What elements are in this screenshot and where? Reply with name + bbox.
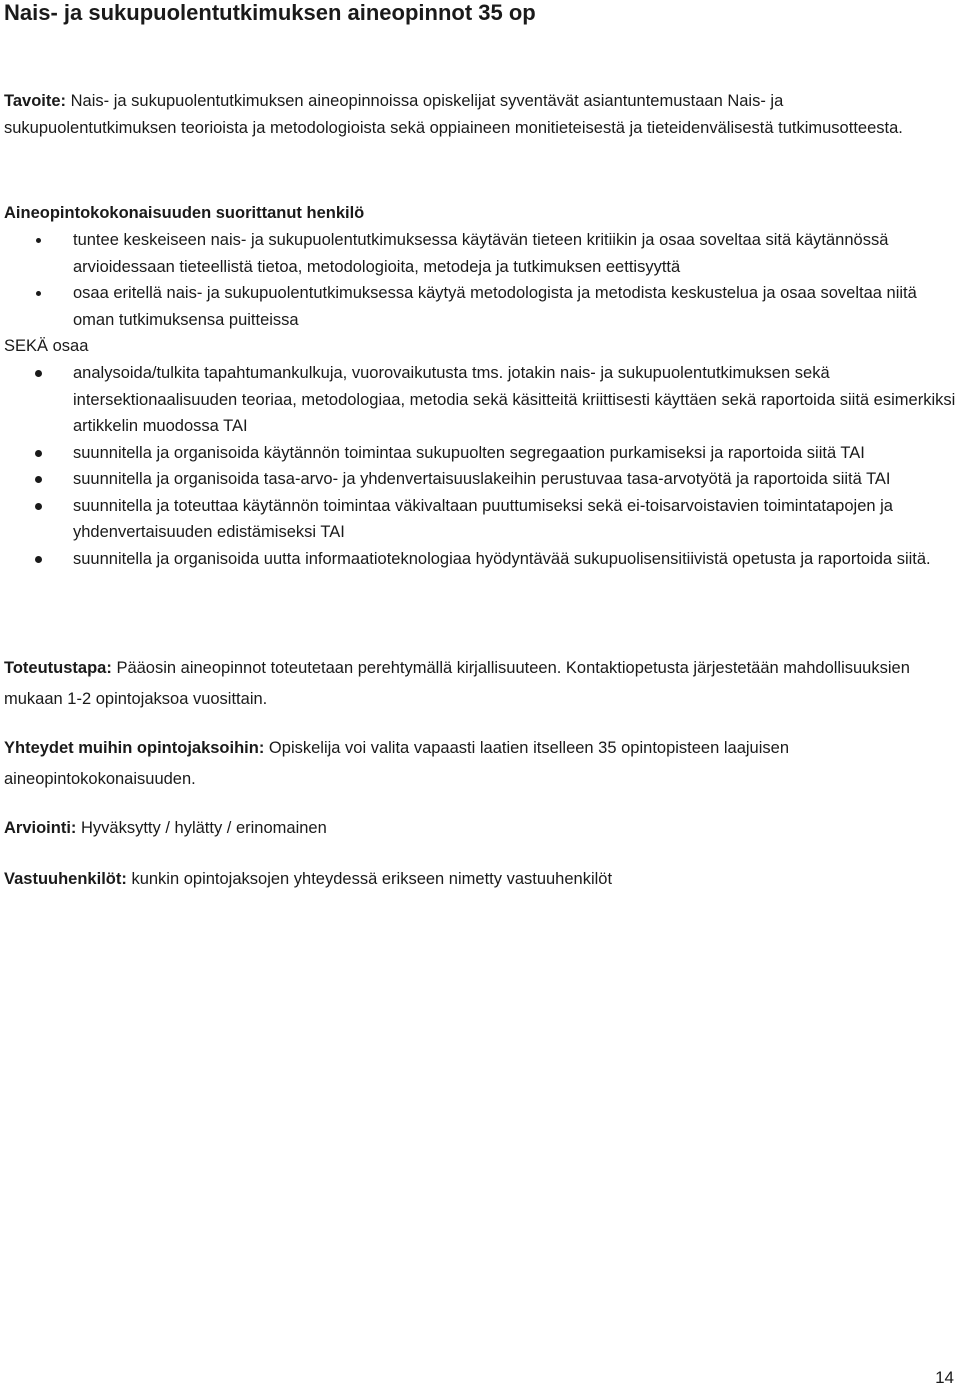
list-item-text: suunnitella ja organisoida uutta informaatioteknologiaa hyödyntävää sukupuolisensitiivistä opetusta ja raportoida siitä. xyxy=(73,549,931,568)
vastuuhenkilot-text: kunkin opintojaksojen yhteydessä erikseen nimetty vastuuhenkilöt xyxy=(126,870,613,888)
list-item-text: suunnitella ja organisoida käytännön toimintaa sukupuolten segregaation purkamiseksi ja raportoida siitä TAI xyxy=(73,443,865,462)
arviointi-label: Arviointi: xyxy=(4,819,77,837)
bullet-icon xyxy=(35,503,42,510)
bullet-icon xyxy=(35,556,42,563)
tavoite-text: Nais- ja sukupuolentutkimuksen aineopinnoissa opiskelijat syventävät asiantuntemustaan Nais- ja sukupuolentutkimuksen teorioista ja metodologioista sekä oppiaineen monitieteisestä ja tieteidenvälisestä tutkimusotteesta. xyxy=(4,92,903,137)
yhteydet-paragraph xyxy=(4,733,956,795)
list-item xyxy=(0,360,960,440)
toteutustapa-paragraph xyxy=(4,653,956,715)
list-item xyxy=(0,280,960,333)
arviointi-text: Hyväksytty / hylätty / erinomainen xyxy=(76,819,327,837)
page-title: Nais- ja sukupuolentutkimuksen aineopinnot 35 op xyxy=(4,0,536,25)
page-number: 14 xyxy=(935,1368,954,1387)
vastuuhenkilot-label: Vastuuhenkilöt: xyxy=(4,870,127,888)
list-item xyxy=(0,493,960,546)
vastuuhenkilot-paragraph xyxy=(4,866,956,893)
competence-list xyxy=(0,227,960,333)
list-item-text: osaa eritellä nais- ja sukupuolentutkimuksessa käytyä metodologista ja metodista keskustelua ja osaa soveltaa niitä oman tutkimuksensa puitteissa xyxy=(73,284,917,329)
list-item-text: suunnitella ja toteuttaa käytännön toimintaa väkivaltaan puuttumiseksi sekä ei-toisarvoistavien toimintatapojen ja yhdenvertaisuuden edistämiseksi TAI xyxy=(73,496,893,541)
bullet-icon xyxy=(35,476,42,483)
list-item xyxy=(0,546,960,573)
bullet-icon xyxy=(36,238,41,243)
competence-heading: Aineopintokokonaisuuden suorittanut henkilö xyxy=(4,204,365,222)
list-item xyxy=(0,466,960,493)
list-item-text: analysoida/tulkita tapahtumankulkuja, vuorovaikutusta tms. jotakin nais- ja sukupuolentutkimuksen sekä intersektionaalisuuden teoriaa, metodologiaa, metodia sekä käsitteitä kriittisesti käyttäen sekä raportoida siitä esimerkiksi artikkelin muodossa TAI xyxy=(73,364,956,435)
yhteydet-text: Opiskelija voi valita vapaasti laatien itselleen 35 opintopisteen laajuisen aineopintokokonaisuuden. xyxy=(4,739,790,788)
list-item xyxy=(0,440,960,467)
tavoite-label: Tavoite: xyxy=(4,92,67,110)
yhteydet-label: Yhteydet muihin opintojaksoihin: xyxy=(4,739,265,757)
list-item-text: tuntee keskeiseen nais- ja sukupuolentutkimuksessa käytävän tieteen kritiikin ja osaa soveltaa sitä käytännössä arvioidessaan tieteellistä tietoa, metodologioita, metodeja ja tutkimuksen eettisyyttä xyxy=(73,231,889,276)
toteutustapa-text: Pääosin aineopinnot toteutetaan perehtymällä kirjallisuuteen. Kontaktiopetusta järjestetään mahdollisuuksien mukaan 1-2 opintojaksoa vuosittain. xyxy=(4,659,910,708)
list-item xyxy=(0,227,960,280)
toteutustapa-label: Toteutustapa: xyxy=(4,659,112,677)
option-list xyxy=(0,360,960,572)
tavoite-paragraph xyxy=(4,88,956,141)
arviointi-paragraph xyxy=(4,815,956,842)
bullet-icon xyxy=(36,291,41,296)
bullet-icon xyxy=(35,450,42,457)
list-item-text: suunnitella ja organisoida tasa-arvo- ja yhdenvertaisuuslakeihin perustuvaa tasa-arvotyötä ja raportoida siitä TAI xyxy=(73,470,891,488)
bullet-icon xyxy=(35,370,42,377)
seka-label: SEKÄ osaa xyxy=(4,337,89,355)
